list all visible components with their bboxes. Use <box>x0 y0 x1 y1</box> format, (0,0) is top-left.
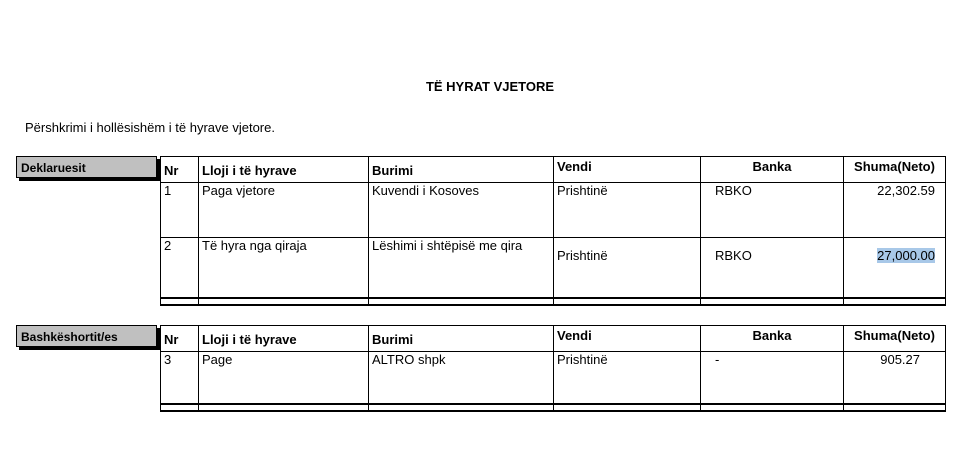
table-row <box>161 238 946 298</box>
cell-source: Lëshimi i shtëpisë me qira <box>369 238 554 298</box>
header-nr: Nr <box>161 157 199 183</box>
table-row <box>161 352 946 404</box>
cell-bank: RBKO <box>701 183 844 238</box>
header-amount: Shuma(Neto) <box>844 157 946 183</box>
cell-amount <box>844 238 946 298</box>
table-header-row <box>161 326 946 352</box>
spouse-label: Bashkëshortit/es <box>16 325 157 347</box>
page-subtitle: Përshkrimi i hollësishëm i të hyrave vjetore. <box>25 120 275 135</box>
cell-source: Kuvendi i Kosoves <box>369 183 554 238</box>
cell-type: Page <box>199 352 369 404</box>
header-bank: Banka <box>701 326 844 352</box>
cell-bank: RBKO <box>701 238 844 298</box>
header-amount: Shuma(Neto) <box>844 326 946 352</box>
header-bank: Banka <box>701 157 844 183</box>
header-source: Burimi <box>369 326 554 352</box>
declarant-label: Deklaruesit <box>16 156 157 178</box>
header-nr: Nr <box>161 326 199 352</box>
spouse-income-table <box>160 325 946 412</box>
declarant-income-table <box>160 156 946 306</box>
table-header-row <box>161 157 946 183</box>
cell-nr: 1 <box>161 183 199 238</box>
header-type: Lloji i të hyrave <box>199 326 369 352</box>
cell-source: ALTRO shpk <box>369 352 554 404</box>
cell-place: Prishtinë <box>554 238 701 298</box>
table-row <box>161 183 946 238</box>
header-type: Lloji i të hyrave <box>199 157 369 183</box>
cell-amount: 905.27 <box>844 352 946 404</box>
header-place: Vendi <box>554 157 701 183</box>
cell-type: Paga vjetore <box>199 183 369 238</box>
cell-type: Të hyra nga qiraja <box>199 238 369 298</box>
header-place: Vendi <box>554 326 701 352</box>
table-separator-row <box>161 404 946 411</box>
table-separator-row <box>161 298 946 305</box>
highlighted-amount[interactable]: 27,000.00 <box>877 248 935 263</box>
cell-nr: 3 <box>161 352 199 404</box>
cell-bank: - <box>701 352 844 404</box>
cell-amount: 22,302.59 <box>844 183 946 238</box>
page-title: TË HYRAT VJETORE <box>425 79 555 94</box>
cell-place: Prishtinë <box>554 183 701 238</box>
cell-nr: 2 <box>161 238 199 298</box>
cell-place: Prishtinë <box>554 352 701 404</box>
header-source: Burimi <box>369 157 554 183</box>
